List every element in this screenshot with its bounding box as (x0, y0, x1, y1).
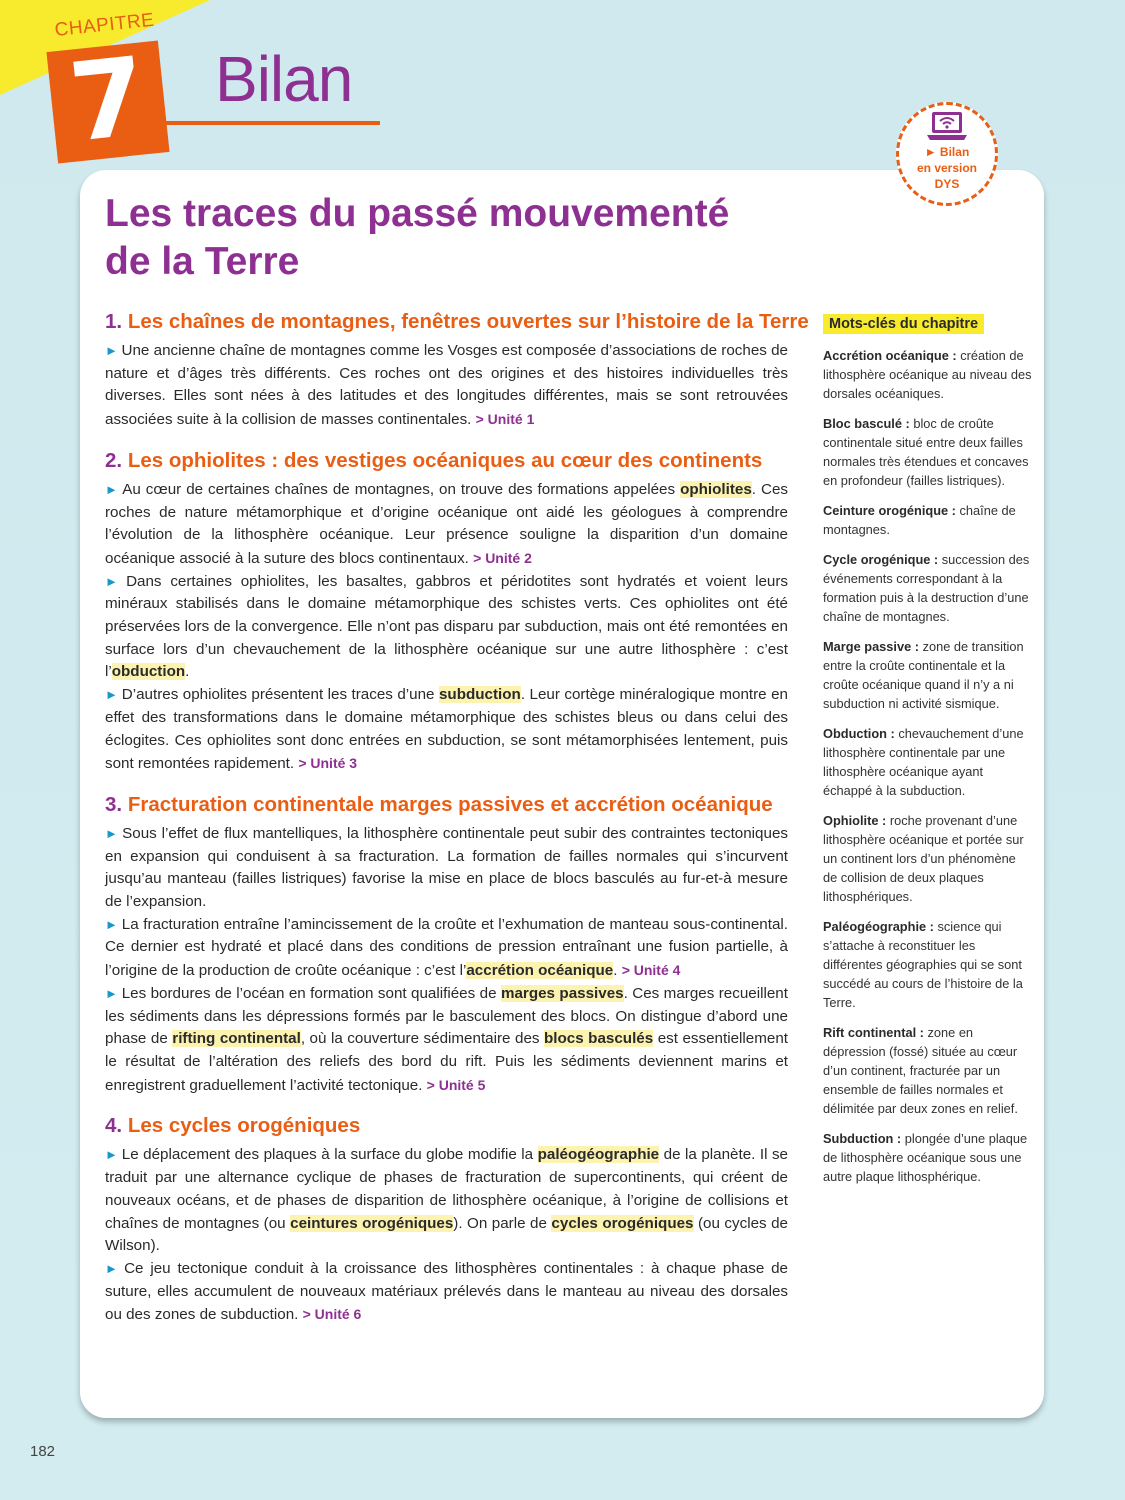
highlighted-term: subduction (438, 686, 521, 704)
text-run: Sous l’effet de flux mantelliques, la lithosphère continentale peut subir des contraintes tectoniques en expansion qui conduisent à sa fracturation. La formation de failles normales qui s’incurvent jusqu’au manteau (failles listriques) favorise la mise en place de blocs basculés au fur-et-à mesure de l’expansion. (105, 824, 788, 911)
text-run: , où la couverture sédimentaire des (300, 1030, 544, 1048)
bullet-arrow-icon: ► (105, 343, 122, 358)
keyword-definition: zone en dépression (fossé) située au cœur d’un continent, fracturée par un ensemble de failles normales et délimitée par deux zones en relief. (823, 1025, 1018, 1116)
paragraph (105, 684, 788, 776)
keyword-item (823, 346, 1033, 403)
unit-link[interactable]: > Unité 6 (302, 1306, 362, 1323)
highlighted-term: accrétion océanique (466, 962, 614, 980)
keyword-term: Paléogéographie : (823, 919, 934, 934)
unit-link[interactable]: > Unité 3 (298, 755, 358, 772)
keyword-term: Bloc basculé : (823, 416, 910, 431)
keyword-term: Marge passive : (823, 639, 920, 654)
text-run: . Leur cortège minéralogique montre en effet des transformations dans le domaine métamorphique des schistes bleus ou dans celui des éclogites. Ces ophiolites sont donc entrées en subduction, se sont métamorphisées lentement, puis sont remontées rapidement. (105, 686, 788, 773)
section-heading (105, 449, 788, 473)
keyword-definition: roche provenant d’une lithosphère océanique et portée sur un continent lors d’un phénomène de collision de deux plaques lithosphériques. (823, 813, 1024, 904)
section-1 (105, 310, 809, 432)
section-heading (105, 1114, 788, 1138)
main-column (105, 310, 809, 1344)
section-title: Les ophiolites : des vestiges océaniques au cœur des continents (127, 448, 763, 472)
paragraph (105, 1144, 788, 1258)
bullet-arrow-icon: ► (105, 1147, 122, 1163)
text-run: . Ces marges recueillent les sédiments dans les dépressions formés par le basculement des blocs. On distingue d’abord une phase de (105, 984, 788, 1048)
section-heading (105, 310, 809, 334)
unit-link[interactable]: > Unité 2 (473, 549, 532, 566)
text-run: de la planète. Il se traduit par une alternance cyclique de phases de fracturation de supercontinents, qui créent de nouveaux océans, et de phases de disparition de lithosphère océanique, à l’origine de collisions et chaînes de montagnes (ou (105, 1146, 788, 1232)
text-run: . (185, 663, 190, 681)
highlighted-term: obduction (111, 663, 186, 681)
text-run: Une ancienne chaîne de montagnes comme les Vosges est composée d’associations de roches de nature et d’âges très différents. Ces roches ont des origines et des histoires individuelles très diverses. Elles sont nées à des latitudes et des longitudes différentes, mais se sont retrouvées associées suite à la collision de masses continentales. (105, 342, 788, 429)
keyword-item (823, 811, 1033, 906)
keyword-definition: chaîne de montagnes. (823, 503, 1016, 537)
title-underline (160, 121, 380, 125)
paragraph (105, 340, 788, 432)
text-run: . (613, 962, 622, 980)
keyword-item (823, 414, 1033, 490)
bullet-arrow-icon: ► (105, 481, 123, 497)
unit-link[interactable]: > Unité 5 (426, 1076, 486, 1093)
section-number: 2. (105, 448, 123, 472)
chapter-label: CHAPITRE (53, 9, 156, 42)
highlighted-term: ceintures orogéniques (290, 1214, 454, 1232)
page-title: Bilan (215, 43, 353, 115)
paragraph (105, 571, 788, 685)
keyword-definition: chevauchement d’une lithosphère continentale par une lithosphère océanique ayant échappé à la subduction. (823, 726, 1024, 798)
unit-link[interactable]: > Unité 1 (475, 411, 535, 428)
keyword-definition: succession des événements correspondant à la formation puis à la destruction d’une chaîne de montagnes. (823, 552, 1030, 624)
bullet-arrow-icon: ► (105, 985, 122, 1001)
text-run: La fracturation entraîne l’amincissement de la croûte et l’exhumation de manteau sous-continental. Ce dernier est hydraté et placé dans des conditions de pression entraînant une fusion partielle, à l’origine de la production de croûte océanique : c’est l’ (105, 915, 788, 980)
paragraph (105, 983, 788, 1098)
keyword-item (823, 917, 1033, 1012)
paragraph (105, 914, 788, 983)
dys-line-2: en version (916, 161, 978, 175)
text-run: Le déplacement des plaques à la surface du globe modifie la (121, 1146, 538, 1164)
unit-link[interactable]: > Unité 4 (621, 962, 681, 979)
section-title: Fracturation continentale marges passives et accrétion océanique (127, 792, 773, 816)
section-heading (105, 793, 788, 817)
paragraph (105, 1258, 788, 1327)
keyword-item (823, 637, 1033, 713)
keyword-item (823, 724, 1033, 800)
paragraph (105, 823, 788, 914)
keyword-term: Ophiolite : (823, 813, 887, 828)
keyword-term: Rift continental : (823, 1025, 924, 1040)
chapter-number: 7 (64, 34, 152, 167)
bullet-arrow-icon: ► (105, 916, 122, 932)
section-2 (105, 449, 788, 776)
keyword-definition: bloc de croûte continentale situé entre deux failles normales très étendues et concaves en profondeur (failles listriques). (823, 416, 1029, 488)
section-title: Les chaînes de montagnes, fenêtres ouvertes sur l’histoire de la Terre (127, 310, 809, 333)
highlighted-term: blocs basculés (544, 1030, 654, 1048)
highlighted-term: rifting continental (172, 1030, 301, 1048)
keyword-item (823, 1129, 1033, 1186)
text-run: . Ces roches de nature métamorphique et d’origine océanique ont aidé les géologues à comprendre l’évolution de la lithosphère océanique. Leur présence souligne la disparition d’un domaine océanique associé à la suture des blocs continentaux. (105, 480, 788, 567)
section-number: 4. (105, 1114, 123, 1138)
keyword-term: Cycle orogénique : (823, 552, 939, 567)
keyword-definition: science qui s’attache à reconstituer les différentes géographies qui se sont succédé au cours de l’histoire de la Terre. (823, 919, 1023, 1010)
laptop-wifi-icon (925, 109, 969, 143)
section-3 (105, 793, 788, 1097)
keyword-term: Accrétion océanique : (823, 348, 957, 363)
highlighted-term: ophiolites (680, 480, 752, 498)
dys-version-link[interactable] (896, 102, 998, 206)
section-4 (105, 1114, 788, 1327)
keyword-item (823, 550, 1033, 626)
keyword-definition: plongée d’une plaque de lithosphère océanique sous une autre plaque lithosphérique. (823, 1131, 1028, 1184)
text-run: Dans certaines ophiolites, les basaltes, gabbros et péridotites sont hydratés et voient leurs minéraux stabilisés dans le domaine métamorphique des schistes verts. Ces ophiolites ont été préservées lors de la convergence. Elle n’ont pas disparu par subduction, mais ont été remontées en surface lors d’un chevauchement de la lithosphère océanique sur une autre lithosphère : c’est l’ (105, 572, 788, 681)
keyword-term: Subduction : (823, 1131, 902, 1146)
text-run: est essentiellement le résultat de l’altération des reliefs des bord du rift. Puis les sédiments deviennent marins et enregistrent graduellement l’activité tectonique. (105, 1030, 788, 1094)
keywords-list (823, 346, 1033, 1186)
highlighted-term: paléogéographie (537, 1146, 660, 1164)
text-run: Au cœur de certaines chaînes de montagnes, on trouve des formations appelées (122, 480, 681, 498)
keywords-title: Mots-clés du chapitre (823, 314, 984, 334)
text-run: (ou cycles de Wilson). (105, 1214, 788, 1255)
dys-line-1: ► Bilan (924, 145, 970, 159)
bullet-arrow-icon: ► (105, 1260, 125, 1276)
section-number: 1. (105, 310, 123, 333)
text-run: Les bordures de l’océan en formation sont qualifiées de (121, 984, 501, 1002)
keyword-definition: création de lithosphère océanique au niveau des dorsales océaniques. (823, 348, 1032, 401)
text-run: ). On parle de (453, 1214, 552, 1232)
text-run: D’autres ophiolites présentent les traces d’une (121, 686, 439, 704)
page-number: 182 (30, 1443, 56, 1460)
main-title: Les traces du passé mouvementé de la Terre (105, 192, 730, 283)
paragraph (105, 479, 788, 571)
text-run: Ce jeu tectonique conduit à la croissance des lithosphères continentales : à chaque phase de suture, elles accumulent de nouveaux matériaux prélevés dans le manteau au niveau des dorsales ou des zones de subduction. (105, 1259, 788, 1324)
bullet-arrow-icon: ► (105, 687, 122, 703)
bullet-arrow-icon: ► (105, 573, 127, 589)
section-title: Les cycles orogéniques (127, 1114, 361, 1138)
keyword-term: Obduction : (823, 726, 895, 741)
keyword-term: Ceinture orogénique : (823, 503, 956, 518)
keywords-sidebar (823, 314, 1033, 1197)
keyword-definition: zone de transition entre la croûte continentale et la croûte océanique quand il n’y a ni subduction ni activité sismique. (823, 639, 1024, 711)
bullet-arrow-icon: ► (105, 825, 123, 841)
highlighted-term: cycles orogéniques (551, 1214, 694, 1232)
keyword-item (823, 501, 1033, 539)
dys-line-3: DYS (934, 177, 960, 191)
section-number: 3. (105, 792, 123, 816)
keyword-item (823, 1023, 1033, 1118)
highlighted-term: marges passives (500, 984, 624, 1002)
